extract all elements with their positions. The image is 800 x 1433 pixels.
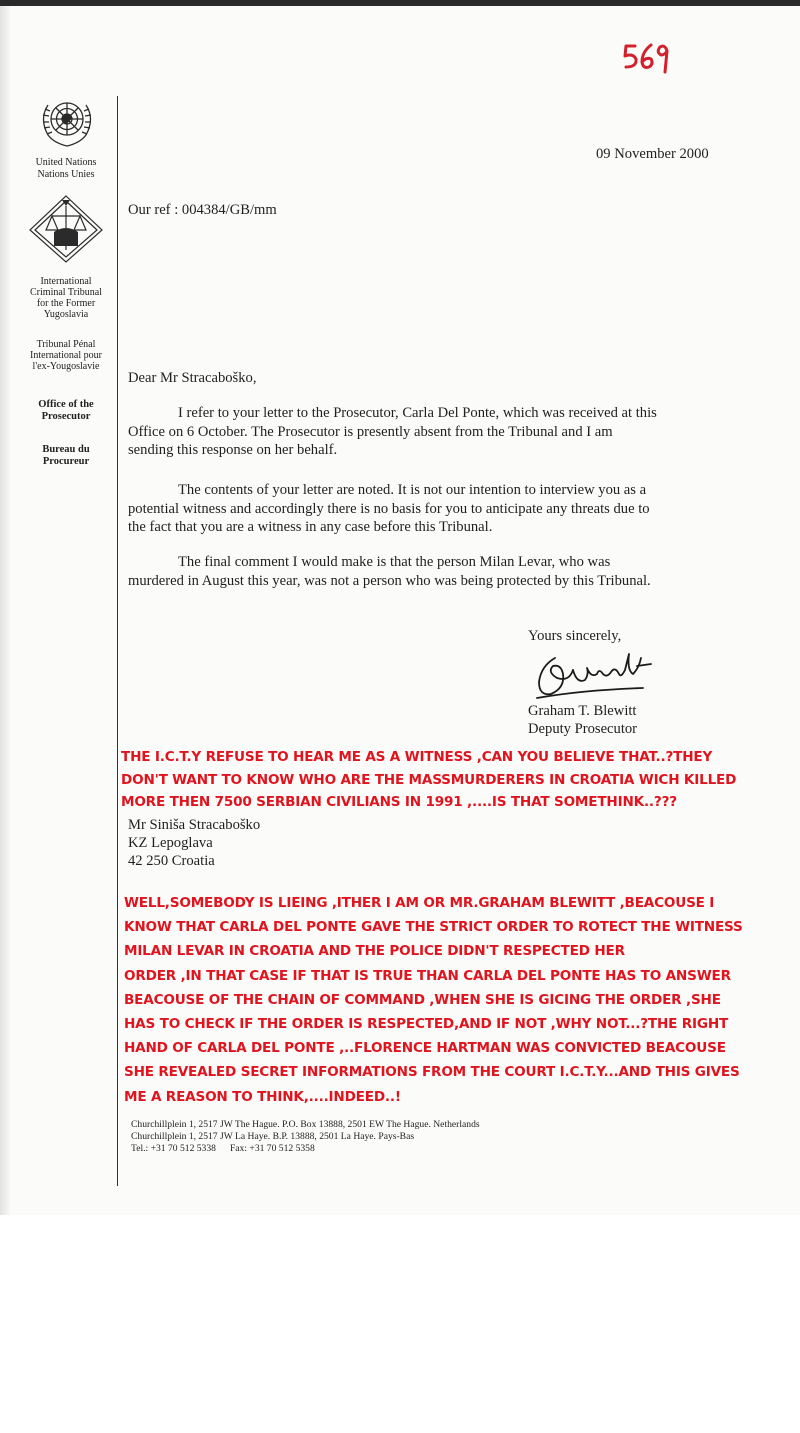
signatory-title: Deputy Prosecutor (528, 721, 638, 737)
letter-date: 09 November 2000 (596, 146, 709, 162)
org-name-en: United Nations (35, 157, 97, 168)
handwritten-signature (533, 644, 663, 704)
letter-paragraph: The contents of your letter are noted. It is not our intention to interview you as a potential witness and accordingly there is no basis for you to anticipate any threats due to the fact that you are a witness in any case before this Tribunal. (128, 482, 650, 535)
red-annotation: THE I.C.T.Y REFUSE TO HEAR ME AS A WITNESS ,CAN YOU BELIEVE THAT..?THEY DON'T WANT TO KNOW WHO ARE THE MASSMURDERERS IN CROATIA WICH KILLED MORE THEN 7500 SERBIAN CIVILIANS IN 1991 ,....IS THAT SOMETHINK..??? (121, 749, 737, 810)
office-name-fr: Bureau du Procureur (42, 444, 90, 467)
tribunal-name-fr: Tribunal Pénal International pour l'ex-Yougoslavie (30, 339, 102, 372)
icty-emblem-icon (24, 194, 108, 264)
our-reference: Our ref : 004384/GB/mm (128, 202, 277, 218)
scan-left-shadow (0, 6, 10, 1215)
red-annotation: WELL,SOMEBODY IS LIEING ,ITHER I AM OR MR.GRAHAM BLEWITT ,BEACOUSE I KNOW THAT CARLA DEL PONTE GAVE THE STRICT ORDER TO ROTECT THE WITNESS MILAN LEVAR IN CROATIA AND THE POLICE DIDN'T RESPECTED HER ORDER ,IN THAT CASE IF THAT IS TRUE THAN CARLA DEL PONTE HAS TO ANSWER BEACOUSE OF THE CHAIN OF COMMAND ,WHEN SHE IS GICING THE ORDER ,SHE HAS TO CHECK IF THE ORDER IS RESPECTED,AND IF NOT ,WHY NOT...?THE RIGHT HAND OF CARLA DEL PONTE ,..FLORENCE HARTMAN WAS CONVICTED BEACOUSE SHE REVEALED SECRET INFORMATIONS FROM THE COURT I.C.T.Y...AND THIS GIVES ME A REASON TO THINK,....INDEED..! (124, 895, 743, 1105)
letter-paragraph: I refer to your letter to the Prosecutor, Carla Del Ponte, which was received at this Office on 6 October. The Prosecutor is presently absent from the Tribunal and I am sending this response on her behalf. (128, 405, 657, 458)
footer-tel: Tel.: +31 70 512 5338 (131, 1143, 216, 1154)
org-name-fr: Nations Unies (37, 169, 95, 180)
footer-fax: Fax: +31 70 512 5358 (229, 1143, 315, 1154)
footer-address: Churchillplein 1, 2517 JW The Hague. P.O. Box 13888, 2501 EW The Hague. Netherlands Churchillplein 1, 2517 JW La Haye. B.P. 13888, 2501 La Haye. Pays-Bas Tel.: +31 70 512 5338 Fax: +31 70 512 5358 (131, 1119, 480, 1154)
un-emblem-icon (34, 95, 100, 151)
handwritten-page-number (621, 40, 673, 74)
signatory-name: Graham T. Blewitt (528, 703, 637, 719)
tribunal-name-en: International Criminal Tribunal for the Former Yugoslavia (30, 276, 102, 320)
salutation: Dear Mr Stracaboško, (128, 370, 257, 386)
recipient-address: Mr Siniša Stracaboško KZ Lepoglava 42 250 Croatia (128, 817, 261, 869)
office-name-en: Office of the Prosecutor (38, 399, 94, 422)
closing: Yours sincerely, (528, 628, 622, 644)
letter-paragraph: The final comment I would make is that the person Milan Levar, who was murdered in August this year, was not a person who was being protected by this Tribunal. (128, 554, 651, 589)
sidebar-divider (117, 96, 118, 1186)
scan-top-edge (0, 0, 800, 6)
